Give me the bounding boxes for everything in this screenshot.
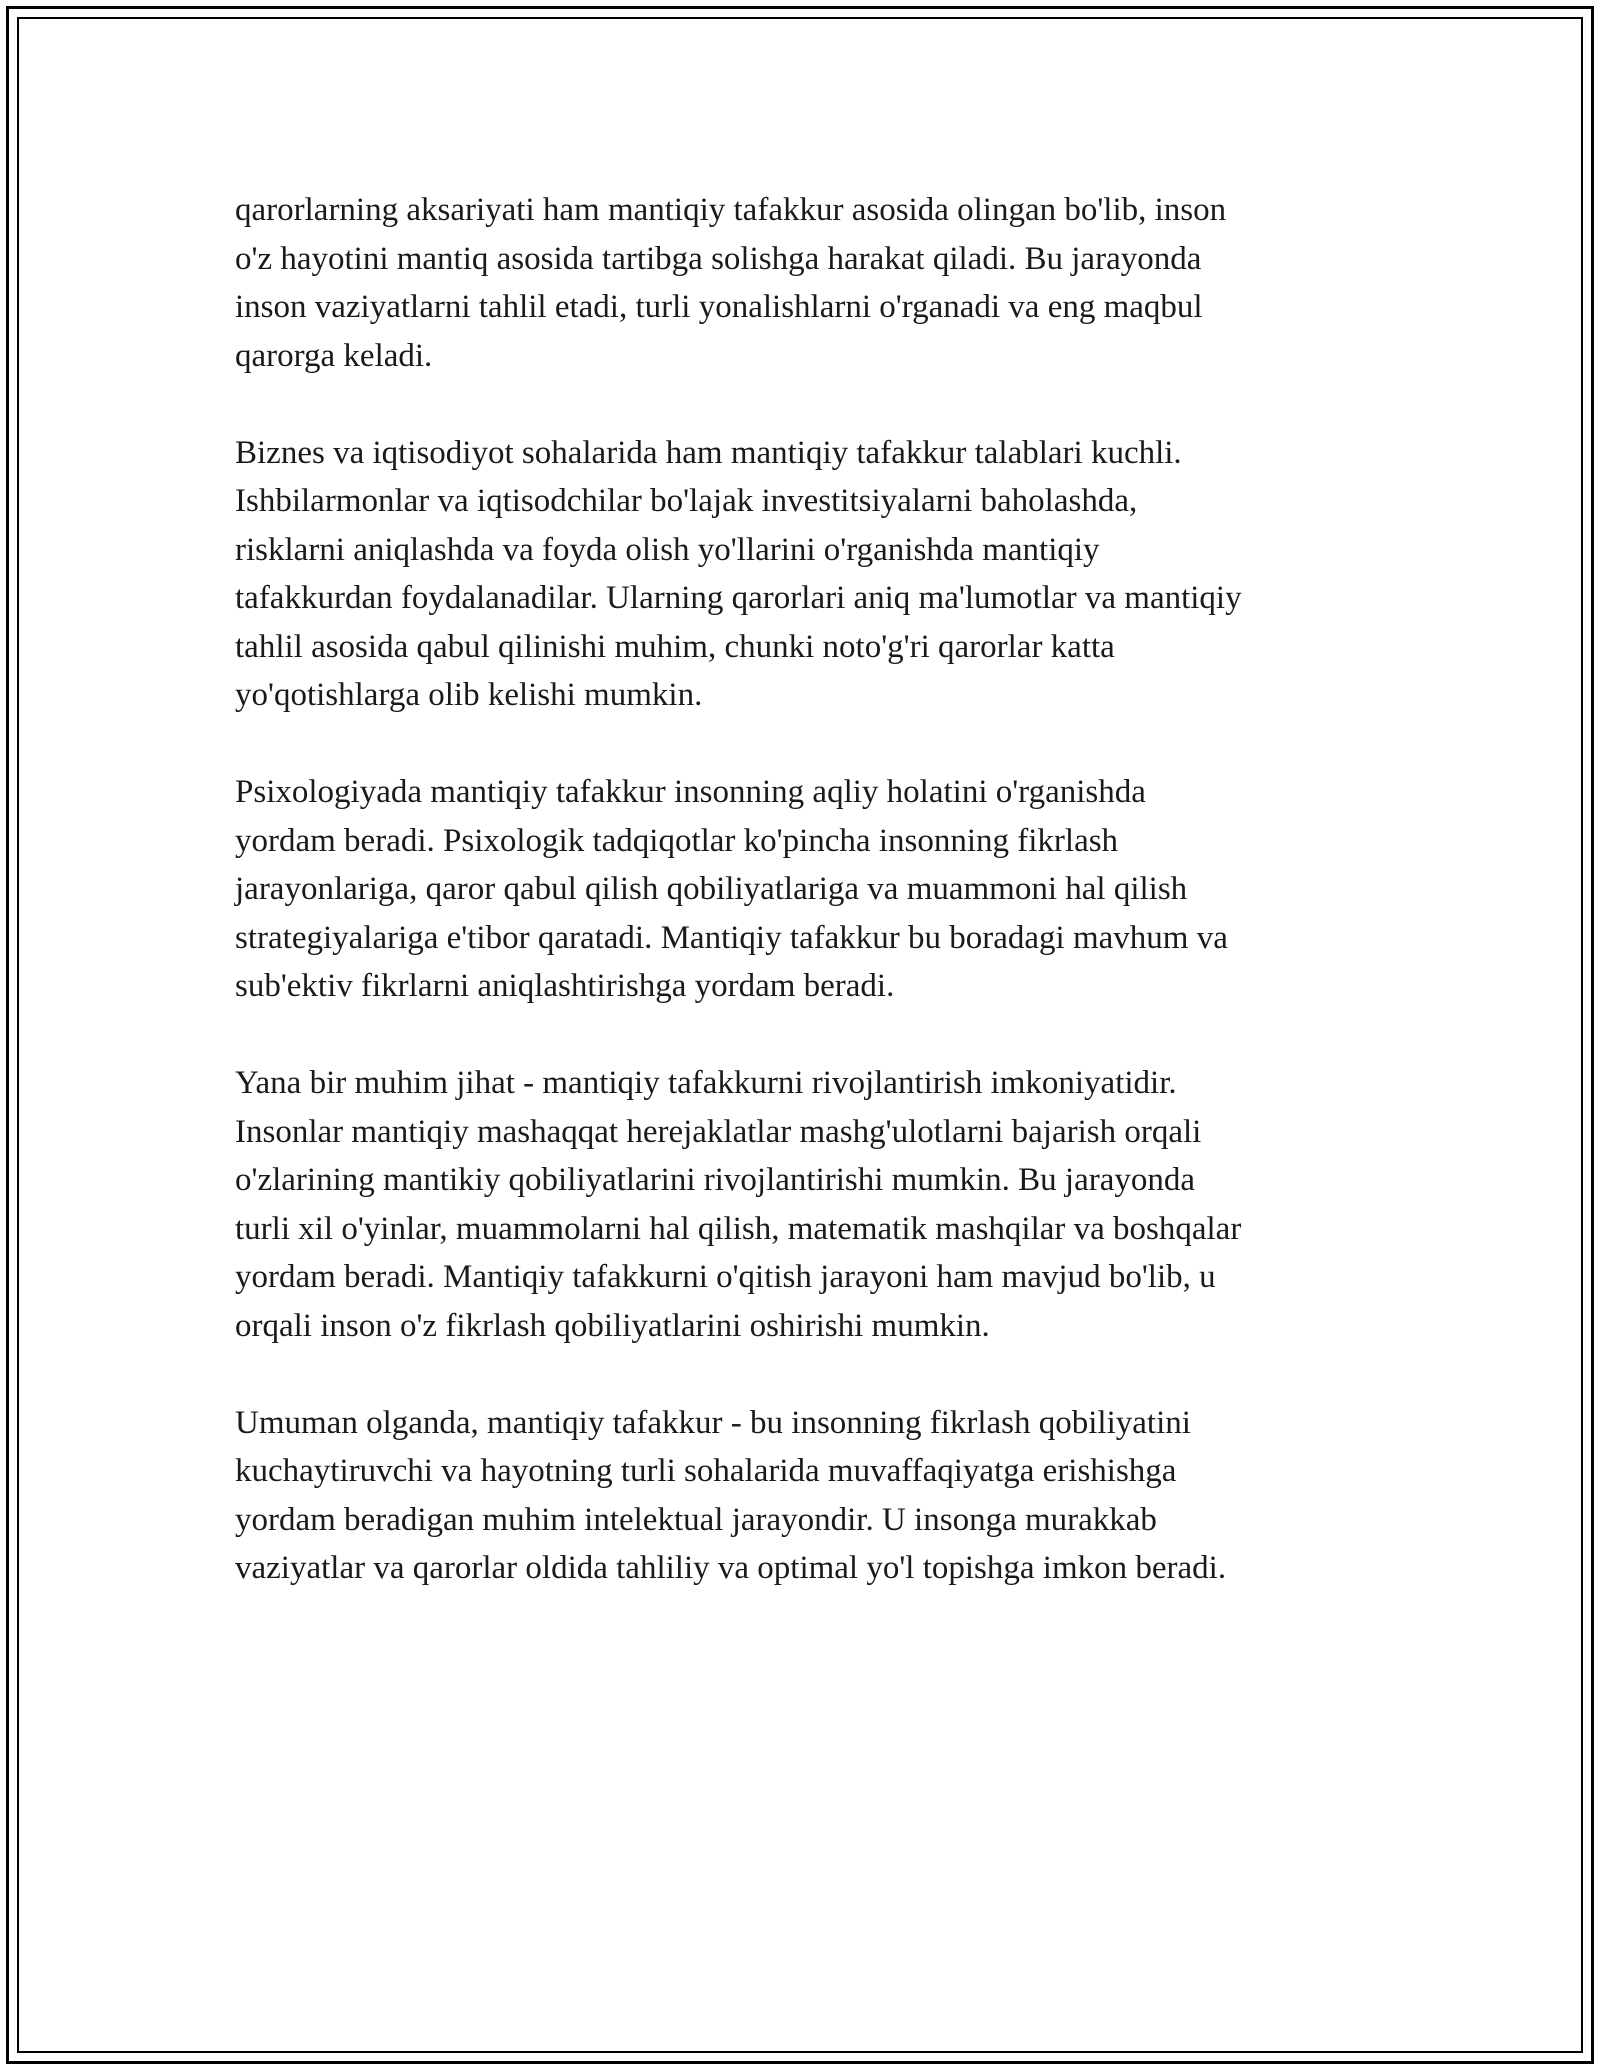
- paragraph-4: Yana bir muhim jihat - mantiqiy tafakkurni rivojlantirish imkoniyatidir. Insonlar mantiqiy mashaqqat herejaklatlar mashg'ulotlarni bajarish orqali o'zlarining mantikiy qobiliyatlarini rivojlantirishi mumkin. Bu jarayonda turli xil o'yinlar, muammolarni hal qilish, matematik mashqilar va boshqalar yordam beradi. Mantiqiy tafakkurni o'qitish jarayoni ham mavjud bo'lib, u orqali inson o'z fikrlash qobiliyatlarini oshirishi mumkin.: [235, 1065, 1242, 1344]
- paragraph-2: Biznes va iqtisodiyot sohalarida ham mantiqiy tafakkur talablari kuchli. Ishbilarmonlar va iqtisodchilar bo'lajak investitsiyalarni baholashda, risklarni aniqlashda va foyda olish yo'llarini o'rganishda mantiqiy tafakkurdan foydalanadilar. Ularning qarorlari aniq ma'lumotlar va mantiqiy tahlil asosida qabul qilinishi muhim, chunki noto'g'ri qarorlar katta yo'qotishlarga olib kelishi mumkin.: [235, 434, 1242, 713]
- paragraph-3: Psixologiyada mantiqiy tafakkur insonning aqliy holatini o'rganishda yordam beradi. Psixologik tadqiqotlar ko'pincha insonning fikrlash jarayonlariga, qaror qabul qilish qobiliyatlariga va muammoni hal qilish strategiyalariga e'tibor qaratadi. Mantiqiy tafakkur bu boradagi mavhum va sub'ektiv fikrlarni aniqlashtirishga yordam beradi.: [235, 774, 1228, 1004]
- document-body: [235, 186, 1365, 1641]
- paragraph-1: qarorlarning aksariyati ham mantiqiy tafakkur asosida olingan bo'lib, inson o'z hayotini mantiq asosida tartibga solishga harakat qiladi. Bu jarayonda inson vaziyatlarni tahlil etadi, turli yonalishlarni o'rganadi va eng maqbul qarorga keladi.: [235, 192, 1227, 374]
- paragraph-5: Umuman olganda, mantiqiy tafakkur - bu insonning fikrlash qobiliyatini kuchaytiruvchi va hayotning turli sohalarida muvaffaqiyatga erishishga yordam beradigan muhim intelektual jarayondir. U insonga murakkab vaziyatlar va qarorlar oldida tahliliy va optimal yo'l topishga imkon beradi.: [235, 1404, 1227, 1586]
